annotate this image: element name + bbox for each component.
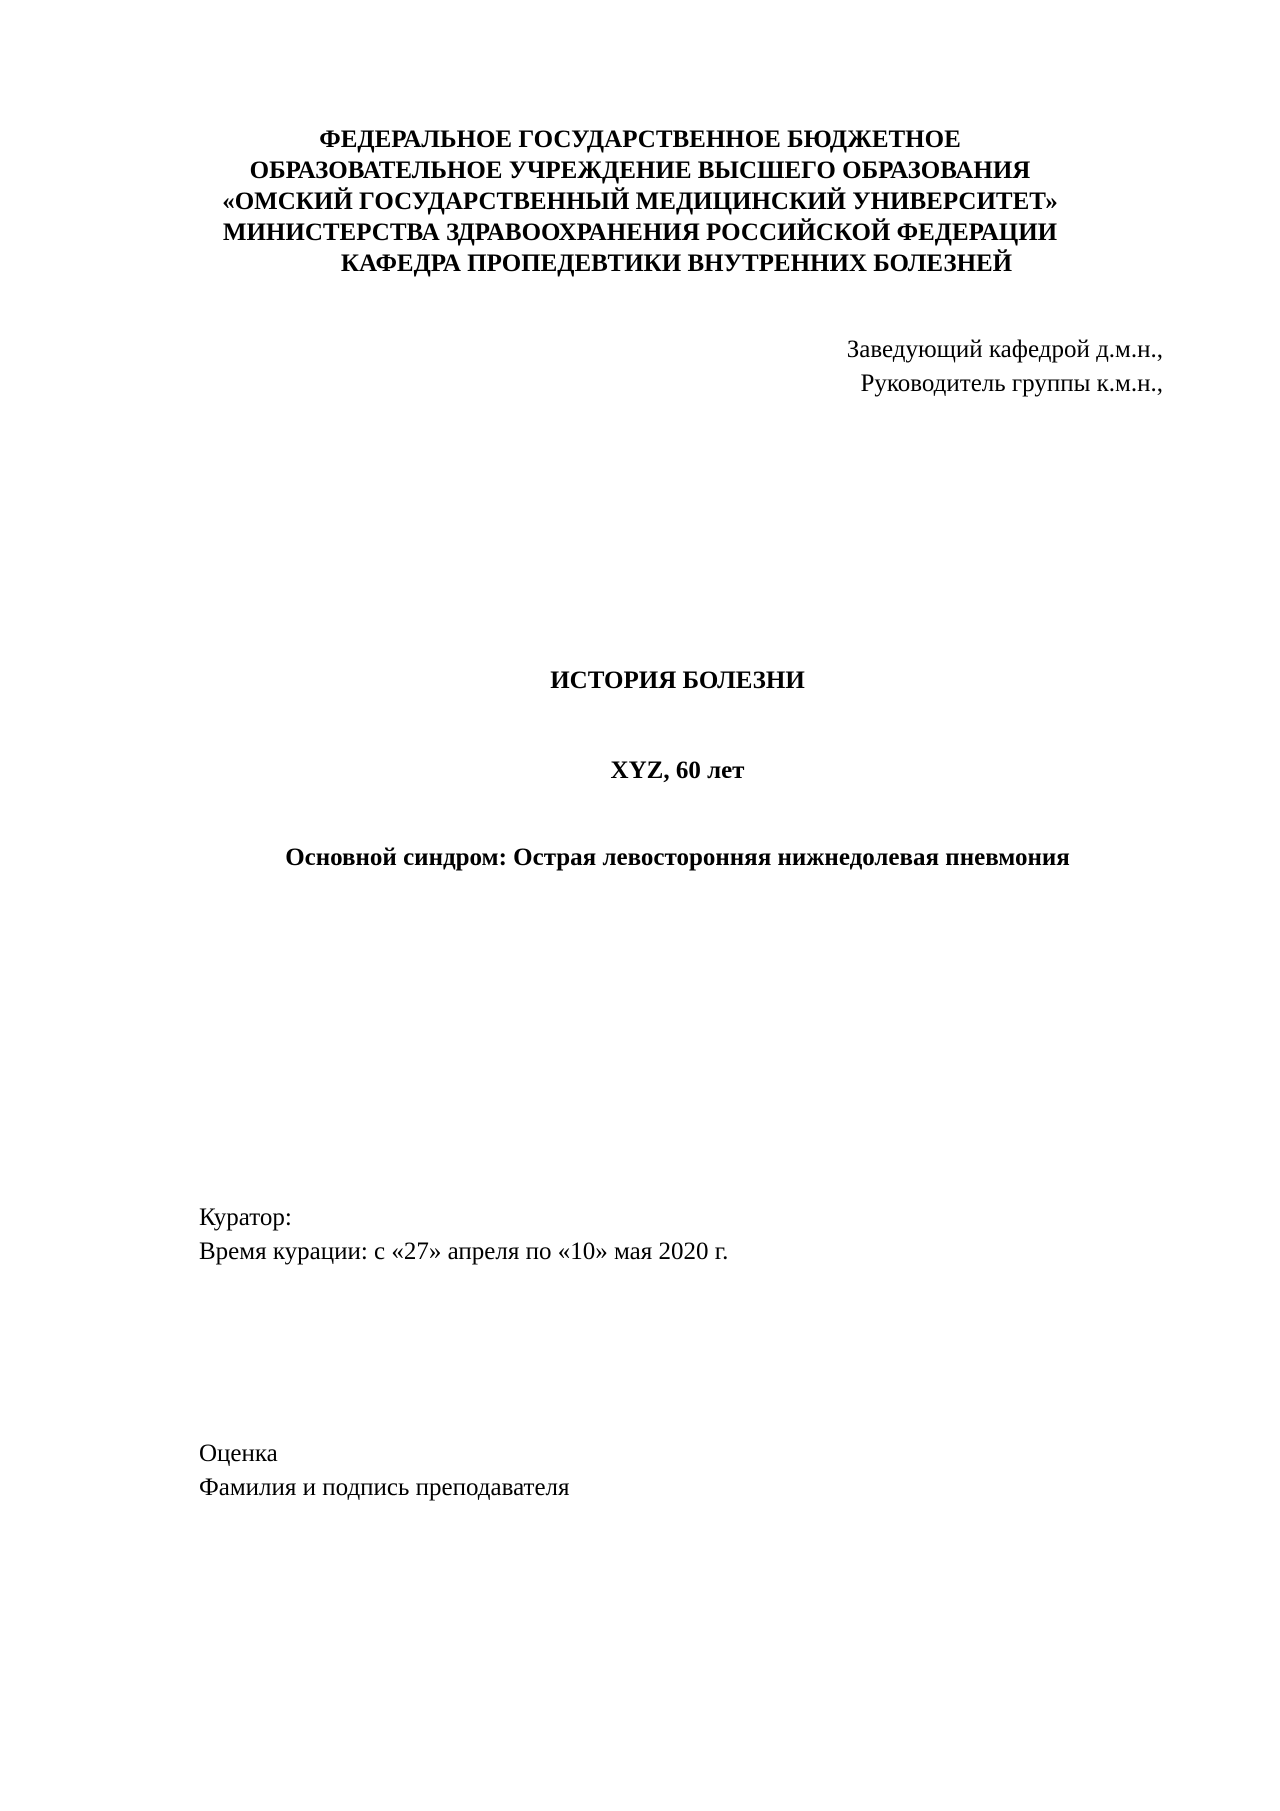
grade-block bbox=[199, 1437, 570, 1505]
grade-label: Оценка bbox=[199, 1440, 278, 1467]
approval-block bbox=[847, 333, 1163, 401]
curation-period: Время курации: с «27» апреля по «10» мая 2020 г. bbox=[199, 1238, 729, 1265]
teacher-signature-label: Фамилия и подпись преподавателя bbox=[199, 1474, 570, 1501]
group-leader-label: Руководитель группы к.м.н., bbox=[860, 370, 1163, 397]
department-name: КАФЕДРА ПРОПЕДЕВТИКИ ВНУТРЕННИХ БОЛЕЗНЕЙ bbox=[340, 250, 1013, 277]
header-line-2: ОБРАЗОВАТЕЛЬНОЕ УЧРЕЖДЕНИЕ ВЫСШЕГО ОБРАЗОВАНИЯ bbox=[249, 157, 1031, 184]
header-line-4: МИНИСТЕРСТВА ЗДРАВООХРАНЕНИЯ РОССИЙСКОЙ ФЕДЕРАЦИИ bbox=[222, 219, 1058, 246]
curation-block bbox=[199, 1201, 728, 1269]
header-line-1: ФЕДЕРАЛЬНОЕ ГОСУДАРСТВЕННОЕ БЮДЖЕТНОЕ bbox=[319, 126, 961, 153]
patient-info: XYZ, 60 лет bbox=[610, 757, 745, 784]
document-title: ИСТОРИЯ БОЛЕЗНИ bbox=[550, 667, 805, 694]
institution-header bbox=[0, 124, 1280, 279]
head-of-department-label: Заведующий кафедрой д.м.н., bbox=[846, 336, 1163, 363]
curator-label: Куратор: bbox=[199, 1204, 292, 1231]
header-line-3: «ОМСКИЙ ГОСУДАРСТВЕННЫЙ МЕДИЦИНСКИЙ УНИВЕРСИТЕТ» bbox=[222, 188, 1058, 215]
main-syndrome: Основной синдром: Острая левосторонняя нижнедолевая пневмония bbox=[285, 844, 1070, 871]
